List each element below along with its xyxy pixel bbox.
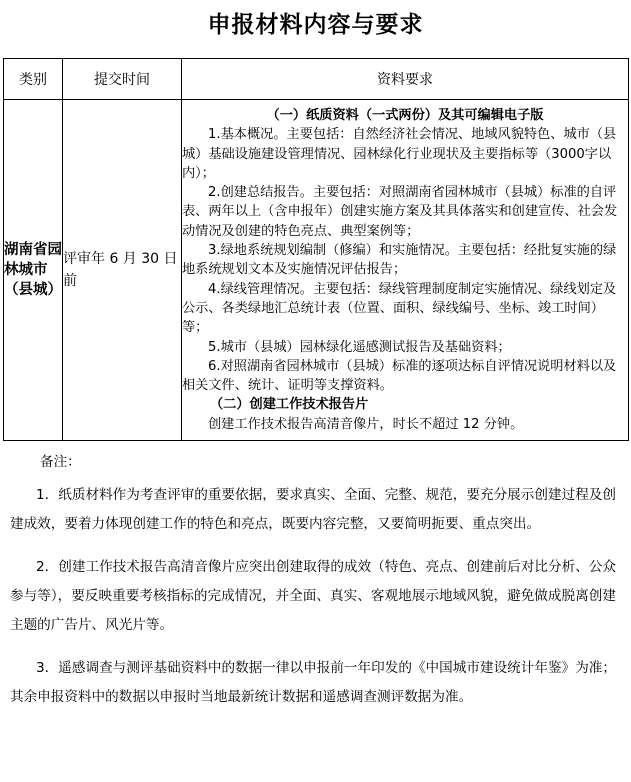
note-item-1: 1．纸质材料作为考查评审的重要依据，要求真实、全面、完整、规范，要充分展示创建过程及创建成效，要着力体现创建工作的特色和亮点，既要内容完整，又要简明扼要、重点突出。	[10, 487, 616, 532]
submit-time-cell: 评审年 6 月 30 日前	[63, 100, 182, 441]
section2-text: 创建工作技术报告高清音像片，时长不超过 12 分钟。	[208, 416, 524, 432]
table-header-row	[4, 59, 629, 100]
requirement-item-5: 5.城市（县城）园林绿化遥感测试报告及基础资料；	[208, 339, 511, 355]
header-requirements: 资料要求	[182, 59, 629, 100]
page-title: 申报材料内容与要求	[207, 12, 424, 38]
category-cell: 湖南省园林城市（县城）	[4, 100, 63, 441]
requirements-table	[3, 58, 629, 441]
requirements-cell	[182, 100, 629, 441]
note-item-3: 3．遥感调查与测评基础资料中的数据一律以申报前一年印发的《中国城市建设统计年鉴》为准；其余申报资料中的数据以申报时当地最新统计数据和遥感调查测评数据为准。	[10, 660, 616, 705]
notes-heading: 备注：	[40, 454, 81, 470]
notes-section	[10, 448, 616, 726]
section1-title: （一）纸质资料（一式两份）及其可编辑电子版	[266, 107, 544, 123]
note-item-2: 2．创建工作技术报告高清音像片应突出创建取得的成效（特色、亮点、创建前后对比分析、公众参与等），要反映重要考核指标的完成情况，并全面、真实、客观地展示地域风貌，避免做成脱离创建主题的广告片、风光片等。	[10, 559, 616, 633]
requirement-item-3: 3.绿地系统规划编制（修编）和实施情况。主要包括：经批复实施的绿地系统规划文本及实施情况评估报告；	[182, 243, 617, 278]
section2-title: （二）创建工作技术报告片	[210, 397, 369, 413]
header-submit-time: 提交时间	[63, 59, 182, 100]
table-row	[4, 100, 629, 441]
requirement-item-1: 1.基本概况。主要包括：自然经济社会情况、地域风貌特色、城市（县城）基础设施建设管理情况、园林绿化行业现状及主要指标等（3000字以内）；	[182, 127, 617, 181]
requirement-item-2: 2.创建总结报告。主要包括：对照湖南省园林城市（县城）标准的自评表、两年以上（含申报年）创建实施方案及其具体落实和创建宣传、社会发动情况及创建的特色亮点、典型案例等；	[182, 185, 618, 239]
requirement-item-6: 6.对照湖南省园林城市（县城）标准的逐项达标自评情况说明材料以及相关文件、统计、证明等支撑资料。	[182, 358, 617, 394]
requirement-item-4: 4.绿线管理情况。主要包括：绿线管理制度制定实施情况、绿线划定及公示、各类绿地汇总统计表（位置、面积、绿线编号、坐标、竣工时间）等；	[182, 281, 617, 336]
header-category: 类别	[4, 59, 63, 100]
